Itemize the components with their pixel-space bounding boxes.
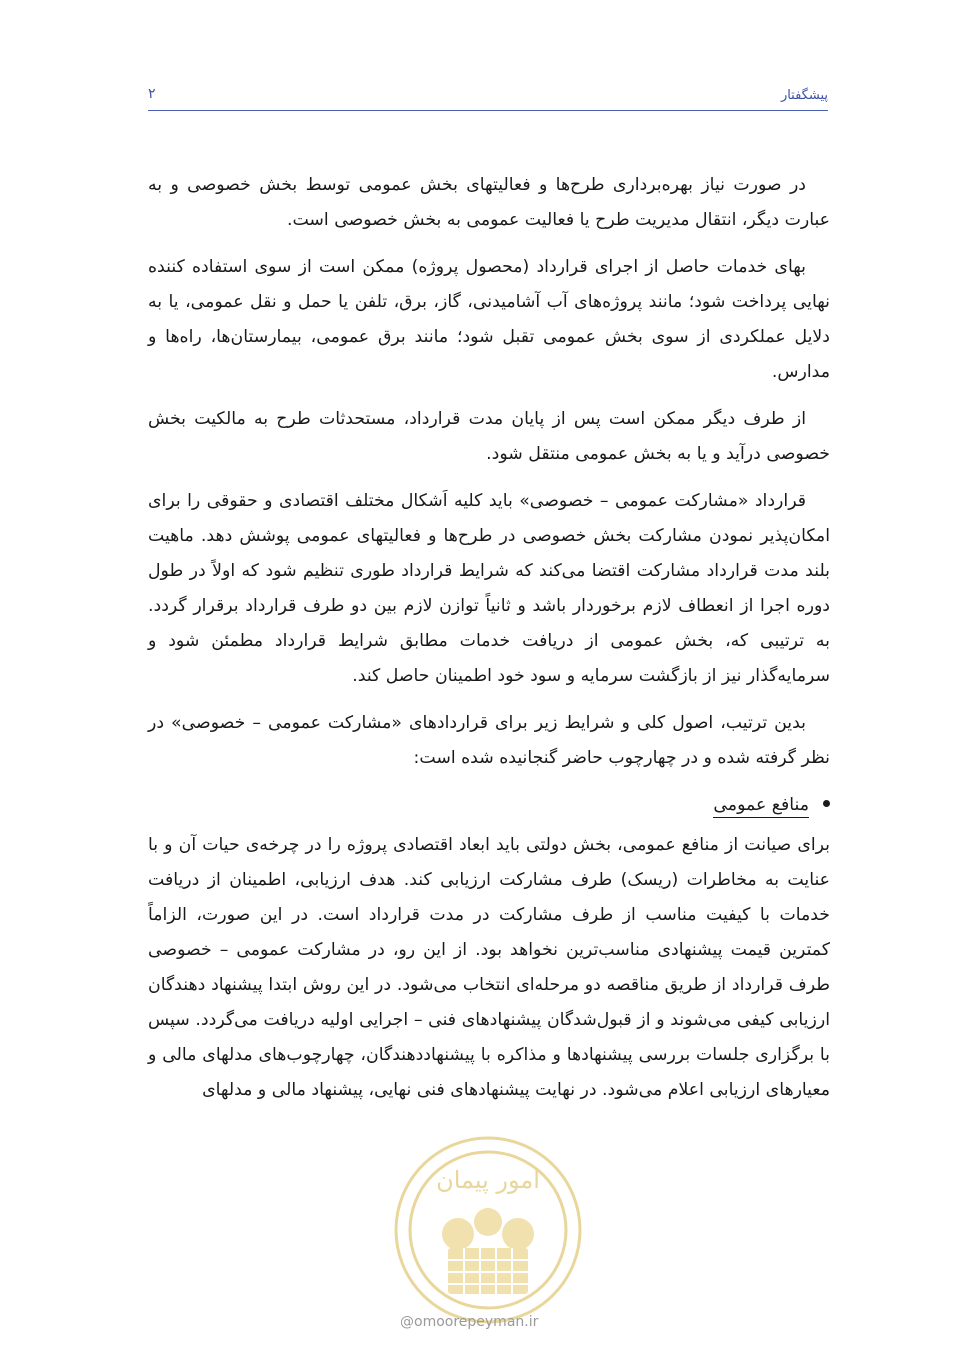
bullet-label: منافع عمومی bbox=[713, 793, 809, 818]
page-header bbox=[148, 84, 828, 111]
paragraph-5: بدین ترتیب، اصول کلی و شرایط زیر برای قراردادهای «مشارکت عمومی – خصوصی» در نظر گرفته شده و در چهارچوب حاضر گنجانیده شده است: bbox=[148, 713, 830, 768]
site-url-text: omoorepeyman.ir bbox=[414, 1314, 539, 1330]
watermark-logo-text: امور پیمان bbox=[436, 1166, 540, 1194]
paragraph-4: قرارداد «مشارکت عمومی – خصوصی» باید کلیه اَشکال مختلف اقتصادی و حقوقی را برای امکان‌پذیر نمودن مشارکت بخش خصوصی در طرح‌ها و فعالیتهای عمومی پوشش دهد. ماهیت بلند مدت قرارداد مشارکت اقتضا می‌کند که شرایط قرارداد طوری تنظیم شود که اولاً در طول دوره اجرا از انعطاف لازم برخوردار باشد و ثانیاً توازن لازم بین دو طرف قرارداد برقرار گردد. به ترتیبی که، بخش عمومی از دریافت خدمات مطابق شرایط قرارداد مطمئن شود و سرمایه‌گذار نیز از بازگشت سرمایه و سود خود اطمینان حاصل کند. bbox=[148, 491, 830, 686]
paragraph-6: برای صیانت از منافع عمومی، بخش دولتی باید ابعاد اقتصادی پروژه را در چرخه‌ی حیات آن و با عنایت به مخاطرات (ریسک) طرف مشارکت ارزیابی کند. هدف ارزیابی، اطمینان از دریافت خدمات با کیفیت مناسب از طرف مشارکت در مدت قرارداد است. در این صورت، الزاماً کمترین قیمت پیشنهادی مناسب‌ترین نخواهد بود. از این رو، در مشارکت عمومی – خصوصی طرف قرارداد از طریق مناقصه دو مرحله‌ای انتخاب می‌شود. در این روش ابتدا پیشنهاد دهندگان ارزیابی کیفی می‌شوند و از قبول‌شدگان پیشنهادهای فنی – اجرایی اولیه دریافت می‌گردد. سپس با برگزاری جلسات بررسی پیشنهادها و مذاکره با پیشنهاددهندگان، چهارچوب‌های مدلهای مالی و معیارهای ارزیابی اعلام می‌شود. در نهایت پیشنهادهای فنی نهایی، پیشنهاد مالی و مدلهای bbox=[148, 835, 830, 1100]
paragraph-2: بهای خدمات حاصل از اجرای قرارداد (محصول پروژه) ممکن است از سوی استفاده کننده نهایی پرداخت شود؛ مانند پروژه‌های آب آشامیدنی، گاز، برق، تلفن یا حمل و نقل عمومی، یا به دلایل عملکردی از سوی بخش عمومی تقبل شود؛ مانند برق عمومی، بیمارستان‌ها، راه‌ها و مدارس. bbox=[148, 257, 830, 382]
paragraph-3: از طرف دیگر ممکن است پس از پایان مدت قرارداد، مستحدثات طرح به مالکیت بخش خصوصی درآید و یا به بخش عمومی منتقل شود. bbox=[148, 409, 830, 464]
paragraph-1: در صورت نیاز بهره‌برداری طرح‌ها و فعالیتهای بخش عمومی توسط بخش خصوصی و به عبارت دیگر، انتقال مدیریت طرح یا فعالیت عمومی به بخش خصوصی است. bbox=[148, 175, 830, 230]
page-number: ۲ bbox=[148, 86, 156, 102]
bullet-dot-icon bbox=[823, 800, 830, 807]
watermark-logo-icon bbox=[386, 1130, 590, 1330]
section-title: پیشگفتار bbox=[780, 88, 828, 103]
watermark-site-url bbox=[400, 1314, 538, 1330]
bullet-item-public-interest bbox=[148, 788, 830, 824]
at-sign-icon: @ bbox=[400, 1314, 414, 1330]
page-body bbox=[148, 168, 830, 1120]
